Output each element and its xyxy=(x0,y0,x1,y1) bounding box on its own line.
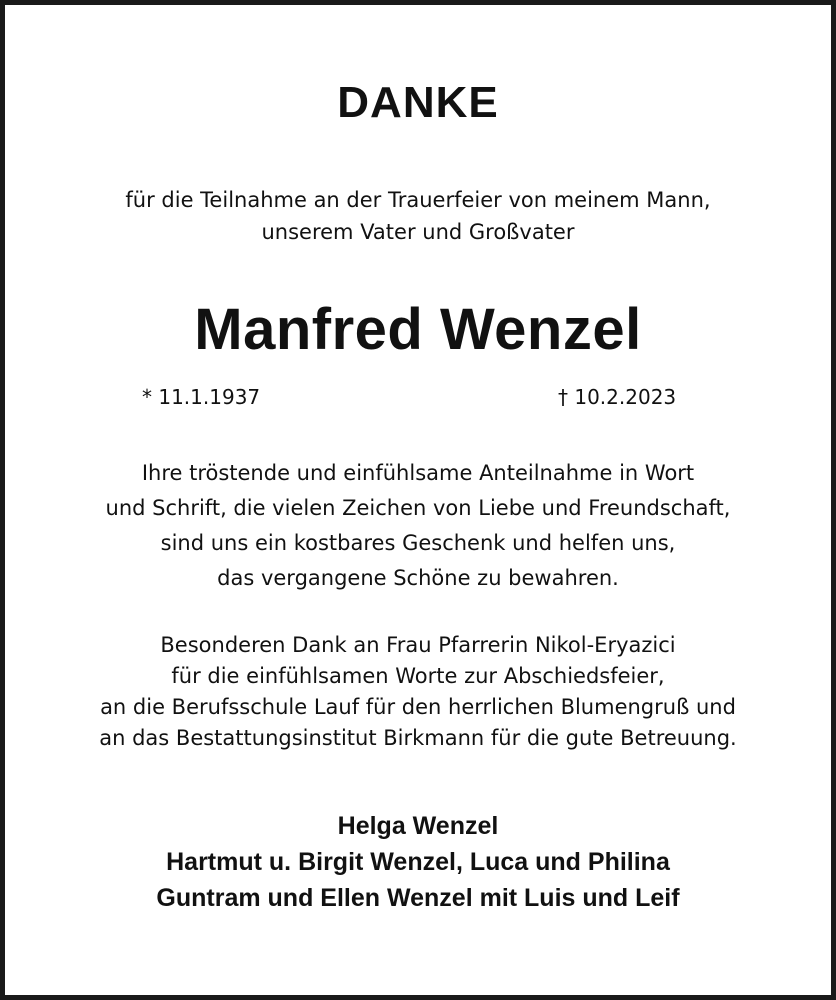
special-thanks-paragraph xyxy=(0,630,836,754)
special-thanks-line: für die einfühlsamen Worte zur Abschiedsfeier, xyxy=(171,664,665,688)
special-thanks-line: an die Berufsschule Lauf für den herrlichen Blumengruß und xyxy=(100,695,736,719)
birth-date: * 11.1.1937 xyxy=(142,385,261,409)
heading: DANKE xyxy=(337,78,499,127)
signer-line: Helga Wenzel xyxy=(337,812,499,840)
intro-text xyxy=(0,184,836,248)
gratitude-paragraph xyxy=(0,456,836,596)
death-date: † 10.2.2023 xyxy=(558,385,677,409)
deceased-name: Manfred Wenzel xyxy=(194,297,642,362)
special-thanks-line: an das Bestattungsinstitut Birkmann für die gute Betreuung. xyxy=(99,726,737,750)
gratitude-line: das vergangene Schöne zu bewahren. xyxy=(217,566,619,590)
signers-block xyxy=(0,808,836,916)
signer-line: Guntram und Ellen Wenzel mit Luis und Leif xyxy=(156,884,680,912)
gratitude-line: und Schrift, die vielen Zeichen von Liebe und Freundschaft, xyxy=(105,496,731,520)
signer-line: Hartmut u. Birgit Wenzel, Luca und Philina xyxy=(166,848,670,876)
special-thanks-line: Besonderen Dank an Frau Pfarrerin Nikol-Eryazici xyxy=(160,633,676,657)
intro-line: unserem Vater und Großvater xyxy=(261,220,575,244)
intro-line: für die Teilnahme an der Trauerfeier von meinem Mann, xyxy=(125,188,711,212)
gratitude-line: Ihre tröstende und einfühlsame Anteilnahme in Wort xyxy=(141,461,695,485)
gratitude-line: sind uns ein kostbares Geschenk und helfen uns, xyxy=(160,531,676,555)
